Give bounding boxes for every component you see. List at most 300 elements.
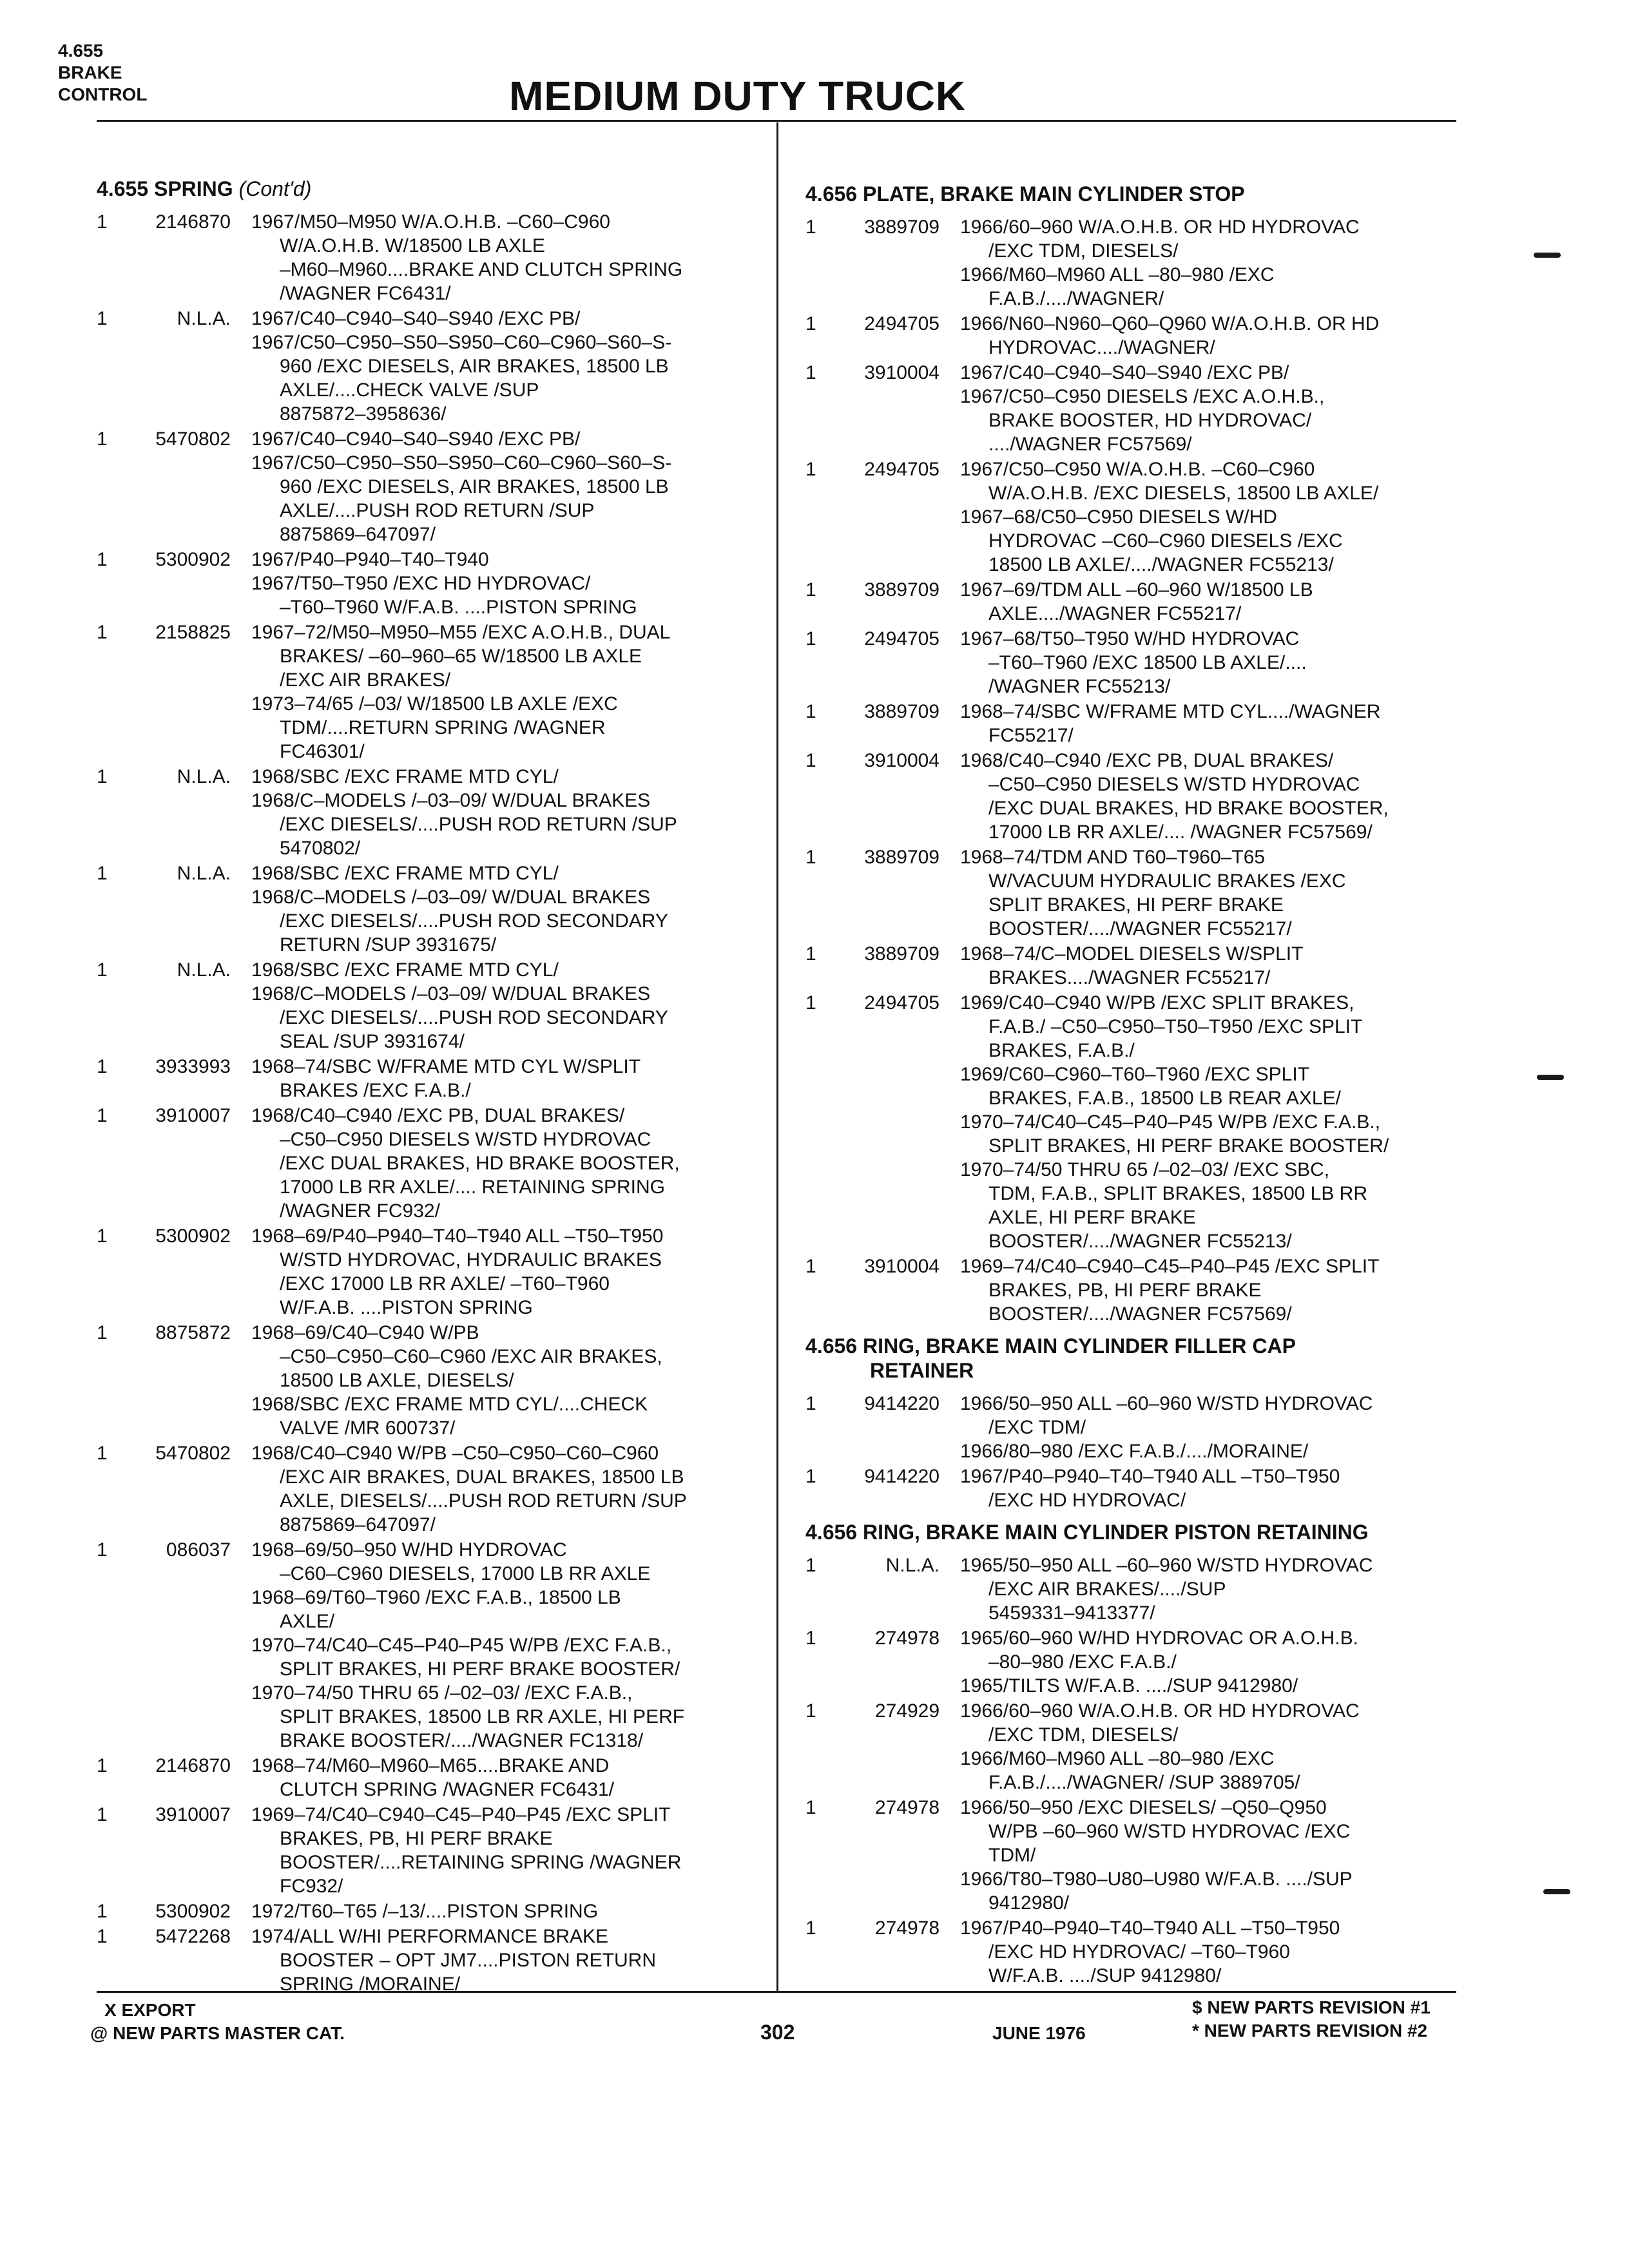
description-line: 1970–74/C40–C45–P40–P45 W/PB /EXC F.A.B., [960,1111,1381,1133]
entry-quantity: 1 [805,1917,816,1939]
entry-spacer [940,578,960,626]
description-line: CLUTCH SPRING /WAGNER FC6431/ [280,1779,614,1800]
entry-description [960,1699,1463,1794]
description-line: 17000 LB RR AXLE/.... RETAINING SPRING [280,1177,665,1198]
part-entry [97,548,760,619]
entry-quantity: 1 [97,622,108,643]
entry-part-number: 3889709 [864,701,940,722]
entry-spacer [940,1796,960,1915]
description-line: BRAKE BOOSTER, HD HYDROVAC/ [988,410,1312,431]
part-entry [97,1754,760,1802]
description-line: 1965/50–950 ALL –60–960 W/STD HYDROVAC [960,1555,1373,1576]
entry-description [251,1925,760,1996]
entry-description [960,578,1463,626]
entry-quantity: 1 [97,1539,108,1561]
description-line: TDM/....RETURN SPRING /WAGNER [280,717,606,738]
description-line: 1967/C50–C950 W/A.O.H.B. –C60–C960 [960,459,1315,480]
description-line: 1968/C40–C940 /EXC PB, DUAL BRAKES/ [960,750,1334,771]
entry-part-number: 3889709 [864,216,940,238]
entry-part-number: 274978 [874,1917,940,1939]
entry-spacer [940,1916,960,1988]
part-entry [805,312,1463,360]
entry-spacer [231,1441,251,1537]
entry-description [960,1392,1463,1463]
entry-description [251,1899,760,1923]
entry-part-number: 2146870 [155,1755,231,1776]
entry-part-number: N.L.A. [177,863,231,884]
part-entry [805,1553,1463,1625]
description-line: 18500 LB AXLE, DIESELS/ [280,1370,514,1391]
entry-spacer [231,1055,251,1102]
description-line: 1969–74/C40–C940–C45–P40–P45 /EXC SPLIT [960,1256,1380,1277]
entry-part-number: N.L.A. [177,766,231,787]
part-entry [805,991,1463,1253]
description-line: BOOSTER/....RETAINING SPRING /WAGNER [280,1852,682,1873]
description-line: BRAKES, PB, HI PERF BRAKE [988,1280,1262,1301]
section-title [805,1520,1463,1544]
description-line: SEAL /SUP 3931674/ [280,1031,465,1052]
part-entry [97,620,760,764]
description-line: SPLIT BRAKES, HI PERF BRAKE BOOSTER/ [280,1658,680,1680]
description-line: 1967/M50–M950 W/A.O.H.B. –C60–C960 [251,211,610,233]
description-line: TDM, F.A.B., SPLIT BRAKES, 18500 LB RR [988,1183,1368,1204]
description-line: RETURN /SUP 3931675/ [280,934,497,956]
entry-part-number: N.L.A. [885,1555,940,1576]
entry-part-number: 3910004 [864,750,940,771]
entry-spacer [940,457,960,577]
entry-quantity: 1 [805,459,816,480]
part-entry [97,1803,760,1898]
description-line: /EXC 17000 LB RR AXLE/ –T60–T960 [280,1273,610,1294]
description-line: BOOSTER/..../WAGNER FC57569/ [988,1303,1292,1325]
entry-part-number: 3933993 [155,1056,231,1077]
entry-part-number: 9414220 [864,1466,940,1487]
entry-spacer [231,307,251,426]
footer-revision-2: * NEW PARTS REVISION #2 [1192,2021,1428,2041]
description-line: 9412980/ [988,1892,1070,1914]
section-title-number: 4.656 [805,1334,858,1358]
description-line: SPLIT BRAKES, 18500 LB RR AXLE, HI PERF [280,1706,685,1727]
entry-quantity: 1 [805,216,816,238]
part-entry [805,1699,1463,1794]
section-number: 4.655 [58,41,104,61]
entry-quantity: 1 [97,211,108,233]
description-line: 1967/C50–C950–S50–S950–C60–C960–S60–S- [251,452,672,474]
entry-spacer [940,749,960,844]
entry-description [960,845,1463,941]
description-line: 960 /EXC DIESELS, AIR BRAKES, 18500 LB [280,356,669,377]
description-line: 1973–74/65 /–03/ W/18500 LB AXLE /EXC [251,693,618,715]
entry-quantity: 1 [97,1443,108,1464]
entry-spacer [940,991,960,1253]
entry-quantity: 1 [97,308,108,329]
description-line: 1966/80–980 /EXC F.A.B./..../MORAINE/ [960,1441,1309,1462]
entry-spacer [940,1254,960,1326]
description-line: 1967/P40–P940–T40–T940 ALL –T50–T950 [960,1917,1340,1939]
description-line: /EXC DUAL BRAKES, HD BRAKE BOOSTER, [988,798,1389,819]
entry-description [960,749,1463,844]
entry-spacer [231,765,251,860]
section-title-text: SPRING [153,177,233,200]
entry-spacer [940,1392,960,1463]
description-line: 1967–72/M50–M950–M55 /EXC A.O.H.B., DUAL [251,622,671,643]
description-line: W/A.O.H.B. W/18500 LB AXLE [280,235,545,256]
description-line: 1967–68/T50–T950 W/HD HYDROVAC [960,628,1300,649]
entry-spacer [231,1803,251,1898]
description-line: FC55217/ [988,725,1074,746]
entry-part-number: 3889709 [864,847,940,868]
part-entry [805,1465,1463,1512]
part-entry [97,1925,760,1996]
entry-spacer [231,1538,251,1753]
section-block [805,1520,1463,1988]
description-line: 5470802/ [280,838,361,859]
description-line: 1967/T50–T950 /EXC HD HYDROVAC/ [251,573,591,594]
part-entry [97,307,760,426]
entry-part-number: 2494705 [864,313,940,334]
part-entry [97,1104,760,1223]
entry-spacer [231,1321,251,1440]
description-line: ..../WAGNER FC57569/ [988,434,1192,455]
description-line: FC46301/ [280,741,365,762]
description-line: 1968/C–MODELS /–03–09/ W/DUAL BRAKES [251,790,651,811]
entry-description [251,1441,760,1537]
description-line: 18500 LB AXLE/..../WAGNER FC55213/ [988,554,1334,575]
description-line: 8875869–647097/ [280,1514,436,1535]
description-line: –C50–C950 DIESELS W/STD HYDROVAC [988,774,1360,795]
entry-description [960,361,1463,456]
entry-description [960,1916,1463,1988]
section-block [805,1334,1463,1512]
section-line-2: BRAKE [58,62,122,82]
entry-quantity: 1 [805,313,816,334]
section-title [805,182,1463,206]
entry-description [960,312,1463,360]
description-line: /EXC AIR BRAKES/..../SUP [988,1579,1226,1600]
section-title [805,1334,1463,1383]
part-entry [805,942,1463,990]
description-line: W/VACUUM HYDRAULIC BRAKES /EXC [988,870,1346,892]
part-entry [97,1899,760,1923]
entry-part-number: 274978 [874,1628,940,1649]
entry-spacer [940,845,960,941]
description-line: –M60–M960....BRAKE AND CLUTCH SPRING [280,259,683,280]
description-line: 1967–68/C50–C950 DIESELS W/HD [960,506,1277,528]
description-line: W/F.A.B. ....PISTON SPRING [280,1297,533,1318]
entry-spacer [231,210,251,305]
description-line: 1974/ALL W/HI PERFORMANCE BRAKE [251,1926,609,1947]
description-line: 1966/50–950 /EXC DIESELS/ –Q50–Q950 [960,1797,1327,1818]
description-line: 1968–69/T60–T960 /EXC F.A.B., 18500 LB [251,1587,621,1608]
description-line: VALVE /MR 600737/ [280,1418,456,1439]
entry-quantity: 1 [97,1322,108,1343]
description-line: –C50–C950–C60–C960 /EXC AIR BRAKES, [280,1346,662,1367]
section-title-text: RING, BRAKE MAIN CYLINDER PISTON RETAINING [862,1521,1369,1544]
part-entry [97,1224,760,1320]
part-entry [805,700,1463,747]
entry-spacer [231,1104,251,1223]
description-line: 1970–74/50 THRU 65 /–02–03/ /EXC SBC, [960,1159,1330,1180]
entry-part-number: 3889709 [864,943,940,965]
entry-quantity: 1 [805,847,816,868]
entry-quantity: 1 [805,628,816,649]
description-line: –80–980 /EXC F.A.B./ [988,1651,1177,1673]
description-line: HYDROVAC..../WAGNER/ [988,337,1215,358]
entry-description [960,942,1463,990]
entry-quantity: 1 [97,1105,108,1126]
entry-description [960,1465,1463,1512]
description-line: 1967–69/TDM ALL –60–960 W/18500 LB [960,579,1313,601]
description-line: 1968/SBC /EXC FRAME MTD CYL/ [251,959,559,981]
footer-revision-1: $ NEW PARTS REVISION #1 [1192,1997,1431,2017]
description-line: 1967/P40–P940–T40–T940 ALL –T50–T950 [960,1466,1340,1487]
entry-description [960,627,1463,698]
entry-description [251,958,760,1053]
part-entry [805,627,1463,698]
description-line: AXLE, HI PERF BRAKE [988,1207,1196,1228]
entry-part-number: 5300902 [155,1225,231,1247]
description-line: BRAKE BOOSTER/..../WAGNER FC1318/ [280,1730,644,1751]
description-line: /EXC HD HYDROVAC/ [988,1490,1186,1511]
column-divider [776,122,778,1991]
description-line: 1967/C40–C940–S40–S940 /EXC PB/ [251,428,581,450]
entry-description [960,1626,1463,1698]
description-line: 1972/T60–T65 /–13/....PISTON SPRING [251,1901,599,1922]
description-line: 1967/C40–C940–S40–S940 /EXC PB/ [251,308,581,329]
description-line: /EXC AIR BRAKES, DUAL BRAKES, 18500 LB [280,1466,684,1488]
description-line: 1965/TILTS W/F.A.B. ..../SUP 9412980/ [960,1675,1298,1696]
description-line: /EXC TDM/ [988,1417,1086,1438]
part-entry [97,1441,760,1537]
entry-spacer [940,312,960,360]
entry-spacer [940,1553,960,1625]
description-line: 1968/C–MODELS /–03–09/ W/DUAL BRAKES [251,983,651,1004]
description-line: W/A.O.H.B. /EXC DIESELS, 18500 LB AXLE/ [988,483,1379,504]
section-title-text: RING, BRAKE MAIN CYLINDER FILLER CAP [862,1334,1296,1358]
description-line: F.A.B./..../WAGNER/ [988,288,1164,309]
entry-quantity: 1 [97,1926,108,1947]
part-entry [97,861,760,957]
entry-description [251,620,760,764]
margin-mark [1543,1889,1570,1894]
entry-quantity: 1 [805,1256,816,1277]
section-title-continuation: RETAINER [870,1359,974,1382]
entry-quantity: 1 [97,1225,108,1247]
entry-part-number: 274978 [874,1797,940,1818]
description-line: BOOSTER – OPT JM7....PISTON RETURN [280,1950,656,1971]
section-heading [58,40,147,106]
entry-description [251,1104,760,1223]
description-line: BRAKES, F.A.B./ [988,1040,1135,1061]
entry-quantity: 1 [805,1393,816,1414]
parts-list-left [97,210,760,1996]
entry-part-number: 5300902 [155,549,231,570]
description-line: 1970–74/50 THRU 65 /–02–03/ /EXC F.A.B., [251,1682,633,1704]
entry-part-number: 5472268 [155,1926,231,1947]
description-line: 1967/C50–C950 DIESELS /EXC A.O.H.B., [960,386,1325,407]
description-line: –T60–T960 W/F.A.B. ....PISTON SPRING [280,597,637,618]
entry-description [960,215,1463,311]
entry-quantity: 1 [805,362,816,383]
entry-description [251,427,760,546]
description-line: /WAGNER FC932/ [280,1200,440,1222]
description-line: W/STD HYDROVAC, HYDRAULIC BRAKES [280,1249,662,1271]
description-line: –C60–C960 DIESELS, 17000 LB RR AXLE [280,1563,651,1584]
description-line: F.A.B./..../WAGNER/ /SUP 3889705/ [988,1772,1300,1793]
description-line: 17000 LB RR AXLE/.... /WAGNER FC57569/ [988,822,1373,843]
description-line: SPRING /MORAINE/ [280,1974,461,1995]
part-entry [805,1916,1463,1988]
entry-spacer [231,620,251,764]
entry-description [251,548,760,619]
part-entry [805,845,1463,941]
entry-spacer [940,700,960,747]
part-entry [805,457,1463,577]
entry-quantity: 1 [805,1700,816,1722]
description-line: AXLE..../WAGNER FC55217/ [988,603,1242,624]
entry-description [251,1321,760,1440]
description-line: 8875869–647097/ [280,524,436,545]
description-line: BOOSTER/..../WAGNER FC55217/ [988,918,1292,939]
description-line: W/F.A.B. ..../SUP 9412980/ [988,1965,1222,1986]
entry-description [251,210,760,305]
entry-quantity: 1 [805,992,816,1014]
entry-part-number: 2494705 [864,459,940,480]
part-entry [805,1254,1463,1326]
part-entry [97,765,760,860]
entry-quantity: 1 [97,1056,108,1077]
description-line: /EXC DIESELS/....PUSH ROD SECONDARY [280,910,668,932]
part-entry [805,749,1463,844]
entry-spacer [940,1626,960,1698]
description-line: 1967/C50–C950–S50–S950–C60–C960–S60–S- [251,332,672,353]
entry-description [251,1055,760,1102]
description-line: 1966/60–960 W/A.O.H.B. OR HD HYDROVAC [960,1700,1360,1722]
description-line: 1968/SBC /EXC FRAME MTD CYL/....CHECK [251,1394,648,1415]
description-line: 1966/60–960 W/A.O.H.B. OR HD HYDROVAC [960,216,1360,238]
description-line: 1968/C40–C940 /EXC PB, DUAL BRAKES/ [251,1105,625,1126]
entry-description [251,1538,760,1753]
entry-quantity: 1 [97,766,108,787]
entry-part-number: 086037 [166,1539,231,1561]
part-entry [805,361,1463,456]
entry-quantity: 1 [805,1555,816,1576]
page-title: MEDIUM DUTY TRUCK [509,73,967,119]
parts-list-right [805,182,1463,1988]
part-entry [805,578,1463,626]
entry-part-number: 3910004 [864,1256,940,1277]
entry-quantity: 1 [97,428,108,450]
description-line: W/PB –60–960 W/STD HYDROVAC /EXC [988,1821,1351,1842]
description-line: /EXC AIR BRAKES/ [280,669,451,691]
part-entry [97,1055,760,1102]
description-line: 1967/C40–C940–S40–S940 /EXC PB/ [960,362,1289,383]
entry-quantity: 1 [805,1466,816,1487]
description-line: FC932/ [280,1876,343,1897]
part-entry [805,1392,1463,1463]
entry-part-number: 5300902 [155,1901,231,1922]
description-line: 1968–74/SBC W/FRAME MTD CYL..../WAGNER [960,701,1381,722]
description-line: 1968–74/C–MODEL DIESELS W/SPLIT [960,943,1304,965]
description-line: /EXC TDM, DIESELS/ [988,240,1179,262]
section-title-number: 4.656 [805,182,858,206]
entry-spacer [231,1899,251,1923]
page-number: 302 [760,2021,795,2044]
footer-export-legend: X EXPORT [104,2000,196,2020]
part-entry [805,1796,1463,1915]
entry-part-number: 5470802 [155,1443,231,1464]
section-block [805,182,1463,1326]
description-line: HYDROVAC –C60–C960 DIESELS /EXC [988,530,1343,552]
description-line: 1966/T80–T980–U80–U980 W/F.A.B. ..../SUP [960,1869,1353,1890]
description-line: 1968/C40–C940 W/PB –C50–C950–C60–C960 [251,1443,659,1464]
entry-description [251,1803,760,1898]
description-line: /EXC DIESELS/....PUSH ROD SECONDARY [280,1007,668,1028]
description-line: 1966/M60–M960 ALL –80–980 /EXC [960,1748,1275,1769]
description-line: /EXC TDM, DIESELS/ [988,1724,1179,1745]
description-line: 1968–69/50–950 W/HD HYDROVAC [251,1539,567,1561]
description-line: BRAKES /EXC F.A.B./ [280,1080,471,1101]
description-line: /EXC HD HYDROVAC/ –T60–T960 [988,1941,1290,1963]
part-entry [97,1321,760,1440]
description-line: BRAKES..../WAGNER FC55217/ [988,967,1271,988]
entry-part-number: 3910007 [155,1804,231,1825]
section-title-number: 4.656 [805,1521,858,1544]
description-line: 1968–74/SBC W/FRAME MTD CYL W/SPLIT [251,1056,641,1077]
description-line: /WAGNER FC6431/ [280,283,451,304]
entry-spacer [940,627,960,698]
entry-part-number: 5470802 [155,428,231,450]
entry-quantity: 1 [97,1755,108,1776]
description-line: 1969/C40–C940 W/PB /EXC SPLIT BRAKES, [960,992,1354,1014]
description-line: 1966/N60–N960–Q60–Q960 W/A.O.H.B. OR HD [960,313,1380,334]
entry-quantity: 1 [805,1628,816,1649]
entry-description [960,1254,1463,1326]
entry-description [251,861,760,957]
section-entries [805,215,1463,1326]
part-entry [97,958,760,1053]
entry-part-number: 2494705 [864,992,940,1014]
entry-description [251,1224,760,1320]
entry-description [960,457,1463,577]
description-line: 1969/C60–C960–T60–T960 /EXC SPLIT [960,1064,1310,1085]
entry-description [251,307,760,426]
description-line: BRAKES/ –60–960–65 W/18500 LB AXLE [280,646,642,667]
description-line: 1965/60–960 W/HD HYDROVAC OR A.O.H.B. [960,1628,1359,1649]
entry-quantity: 1 [805,943,816,965]
description-line: TDM/ [988,1845,1036,1866]
entry-description [960,991,1463,1253]
description-line: –C50–C950 DIESELS W/STD HYDROVAC [280,1129,651,1150]
left-column [97,169,760,1997]
entry-quantity: 1 [97,863,108,884]
entry-quantity: 1 [805,579,816,601]
entry-spacer [940,942,960,990]
description-line: –T60–T960 /EXC 18500 LB AXLE/.... [988,652,1307,673]
entry-description [960,1796,1463,1915]
entry-part-number: 3910004 [864,362,940,383]
entry-spacer [940,1465,960,1512]
entry-part-number: 2158825 [155,622,231,643]
entry-description [960,1553,1463,1625]
description-line: 1966/50–950 ALL –60–960 W/STD HYDROVAC [960,1393,1373,1414]
entry-quantity: 1 [97,1804,108,1825]
entry-spacer [231,1925,251,1996]
entry-spacer [231,548,251,619]
description-line: BRAKES, PB, HI PERF BRAKE [280,1828,553,1849]
description-line: AXLE/....CHECK VALVE /SUP [280,380,539,401]
entry-description [960,700,1463,747]
